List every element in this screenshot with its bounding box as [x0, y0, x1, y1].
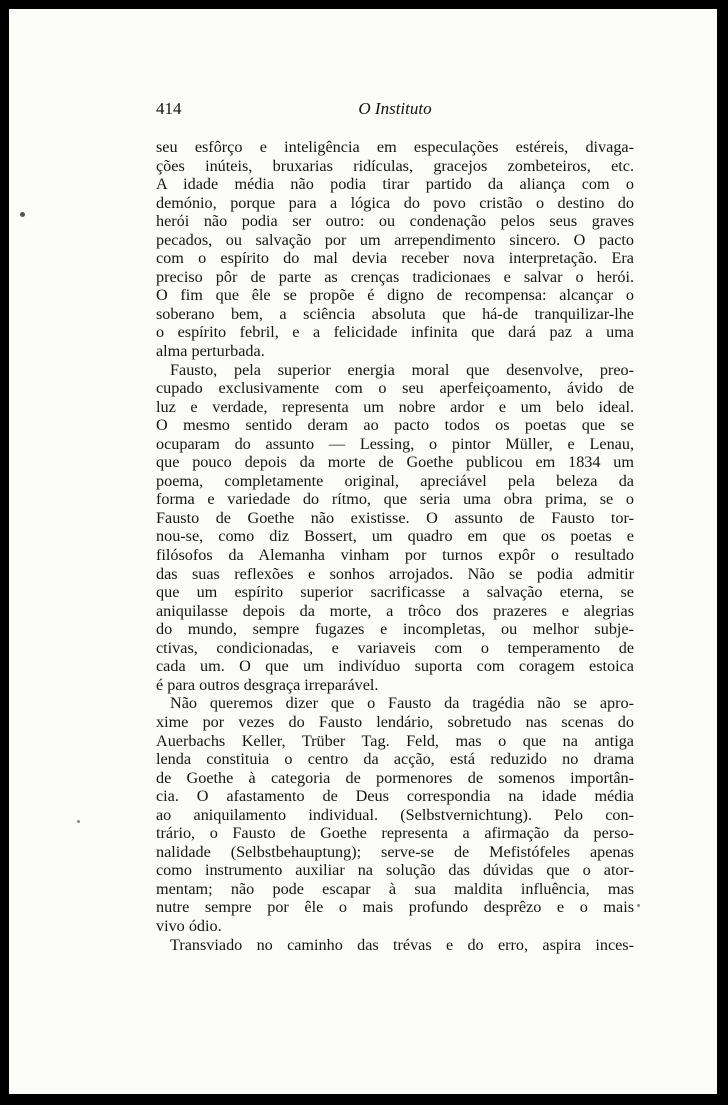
text-line: herói não podia ser outro: ou condenação pelos seus graves: [156, 212, 634, 231]
text-line: luz e verdade, representa um nobre ardor e um belo ideal.: [156, 397, 634, 416]
text-line: xime por vezes do Fausto lendário, sobretudo nas scenas do: [156, 712, 634, 731]
text-line: de Goethe à categoria de pormenores de somenos importân-: [156, 768, 634, 787]
text-line: cia. O afastamento de Deus correspondia na idade média: [156, 787, 634, 806]
text-line: mentam; não pode escapar à sua maldita influência, mas: [156, 879, 634, 898]
book-page: [9, 9, 717, 1094]
binding-hole-mark: [20, 212, 25, 217]
text-line: pecados, ou salvação por um arrependimento sincero. O pacto: [156, 230, 634, 249]
text-line: ções inúteis, bruxarias ridículas, gracejos zombeteiros, etc.: [156, 156, 634, 175]
page-header: [156, 99, 634, 123]
margin-speck: [637, 904, 640, 907]
text-line: Não queremos dizer que o Fausto da tragédia não se apro-: [170, 694, 634, 713]
text-line: cupado exclusivamente com o seu aperfeiçoamento, ávido de: [156, 379, 634, 398]
text-line: demónio, porque para a lógica do povo cristão o destino do: [156, 193, 634, 212]
text-line: preciso pôr de parte as crenças tradicionaes e salvar o herói.: [156, 267, 634, 286]
text-line: O mesmo sentido deram ao pacto todos os poetas que se: [156, 416, 634, 435]
margin-speck: [77, 820, 80, 823]
text-line: ocuparam do assunto — Lessing, o pintor Müller, e Lenau,: [156, 434, 634, 453]
text-line: que pouco depois da morte de Goethe publicou em 1834 um: [156, 453, 634, 472]
text-line: seu esfôrço e inteligência em especulações estéreis, divaga-: [156, 138, 634, 156]
text-line: Auerbachs Keller, Trüber Tag. Feld, mas o que na antiga: [156, 731, 634, 750]
text-line: vivo ódio.: [156, 916, 222, 935]
text-line: ctivas, condicionadas, e variaveis com o temperamento de: [156, 638, 634, 657]
running-title: O Instituto: [358, 99, 432, 118]
text-line: cada um. O que um indivíduo suporta com coragem estoica: [156, 657, 634, 676]
body-text: [156, 138, 634, 954]
text-line: forma e variedade do rítmo, que seria uma obra prima, se o: [156, 490, 634, 509]
text-line: trário, o Fausto de Goethe representa a afirmação da perso-: [156, 824, 634, 843]
text-line: Transviado no caminho das trévas e do erro, aspira inces-: [170, 935, 634, 954]
text-line: que um espírito superior sacrificasse a salvação eterna, se: [156, 583, 634, 602]
text-line: com o espírito do mal devia receber nova interpretação. Era: [156, 249, 634, 268]
text-line: ao aniquilamento individual. (Selbstvernichtung). Pelo con-: [156, 805, 634, 824]
text-line: nalidade (Selbstbehauptung); serve-se de Mefistófeles apenas: [156, 842, 634, 861]
text-line: Fausto, pela superior energia moral que desenvolve, preo-: [170, 360, 634, 379]
text-line: é para outros desgraça irreparável.: [156, 675, 379, 694]
text-line: filósofos da Alemanha vinham por turnos expôr o resultado: [156, 546, 634, 565]
text-line: do mundo, sempre fugazes e incompletas, ou melhor subje-: [156, 620, 634, 639]
text-line: o espírito febril, e a felicidade infinita que dará paz a uma: [156, 323, 634, 342]
text-line: como instrumento auxiliar na solução das dúvidas que o ator-: [156, 861, 634, 880]
text-line: nutre sempre por êle o mais profundo desprêzo e o mais: [156, 898, 634, 917]
text-line: A idade média não podia tirar partido da aliança com o: [156, 175, 634, 194]
text-line: Fausto de Goethe não existisse. O assunto de Fausto tor-: [156, 508, 634, 527]
page-number: 414: [156, 99, 182, 118]
text-line: soberano bem, a sciência absoluta que há-de tranquilizar-lhe: [156, 304, 634, 323]
text-line: O fim que êle se propõe é digno de recompensa: alcançar o: [156, 286, 634, 305]
text-line: nou-se, como diz Bossert, um quadro em que os poetas e: [156, 527, 634, 546]
text-line: aniquilasse depois da morte, a trôco dos prazeres e alegrias: [156, 601, 634, 620]
text-line: poema, completamente original, apreciável pela beleza da: [156, 471, 634, 490]
text-line: das suas reflexões e sonhos arrojados. Não se podia admitir: [156, 564, 634, 583]
text-line: lenda constituia o centro da acção, está reduzido no drama: [156, 750, 634, 769]
text-line: alma perturbada.: [156, 342, 265, 361]
